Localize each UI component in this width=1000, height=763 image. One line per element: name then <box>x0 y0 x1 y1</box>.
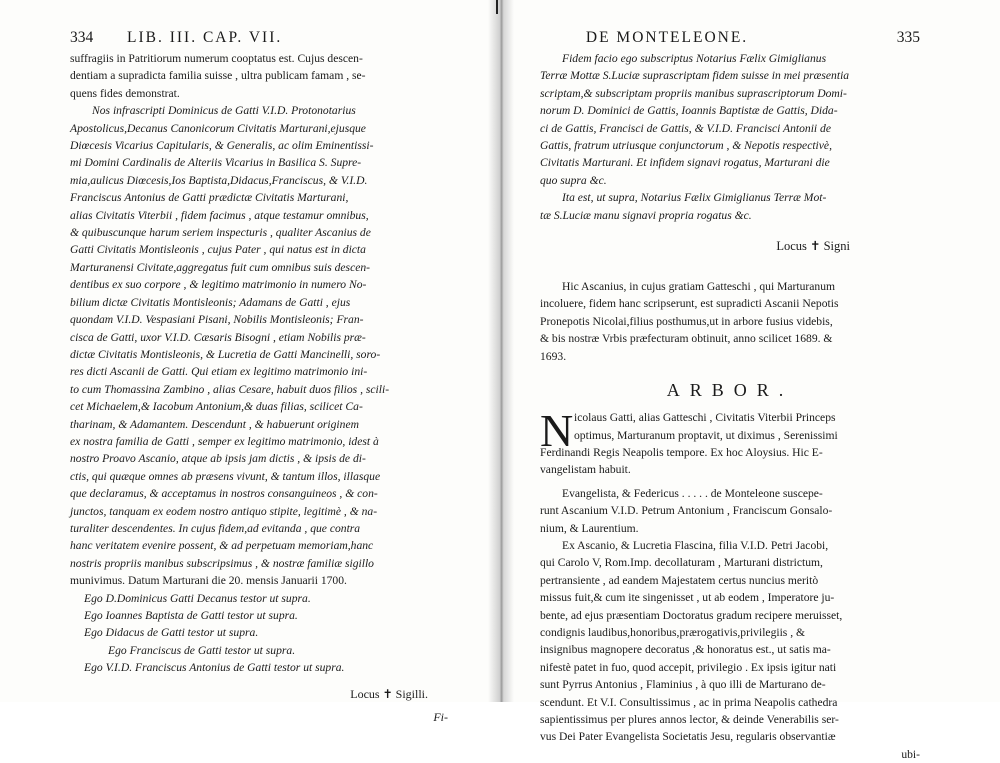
section-heading: ARBOR. <box>666 380 794 401</box>
left-page-number: 334 <box>70 29 94 46</box>
text-line: mi Domini Cardinalis de Alteriis Vicarius in Basilica S. Supre- <box>70 156 362 170</box>
signature-line: Ego Didacus de Gatti testor ut supra. <box>84 626 259 640</box>
text-line: munivimus. Datum Marturani die 20. mensis Januarii 1700. <box>70 574 347 588</box>
text-line: nostro Proavo Ascanio, atque ab ipsis jam dictis , & ipsis de di- <box>70 452 366 466</box>
signature-line: Ego Franciscus de Gatti testor ut supra. <box>108 643 296 657</box>
text-line: dictæ Civitatis Montisleonis, & Lucretia de Gatti Mancinelli, soro- <box>70 347 381 361</box>
text-line: sunt Pyrrus Antonius , Flaminius , à quo illi de Marturano de- <box>540 678 826 692</box>
notary-attestation <box>540 50 920 224</box>
text-line: Ex Ascanio, & Lucretia Flascina, filia V.I.D. Petri Jacobi, <box>562 538 829 552</box>
text-line: dentibus ex suo corpore , & legitimo matrimonio in numero No- <box>70 278 367 292</box>
text-line: optimus, Marturanum proptavit, ut diximus , Serenissimi <box>574 428 838 442</box>
text-line: norum D. Dominici de Gattis, Ioannis Baptistæ de Gattis, Dida- <box>540 104 838 118</box>
text-line: Ita est, ut supra, Notarius Fælix Gimiglianus Terræ Mot- <box>562 191 827 205</box>
text-line: sapientissimus per plures annos lector, & deinde Venerabilis ser- <box>540 713 839 726</box>
text-line: qui Carolo V, Rom.Imp. decollaturam , Marturani districtum, <box>540 556 823 570</box>
text-line: Hic Ascanius, in cujus gratiam Gatteschi , qui Marturanum <box>562 280 836 294</box>
text-line: ctis, qui quæque omnes ab præsens vivunt, & tantum illos, illasque <box>70 469 381 483</box>
text-line: Pronepotis Nicolai,filius posthumus,ut in arbore fusius videbis, <box>540 314 833 328</box>
evangelista-paragraph <box>540 485 920 537</box>
text-line: scriptam,& subscriptam propriis manibus suprascriptorum Domi- <box>540 86 847 100</box>
left-seal-mark: Locus ✝ Sigilli. <box>350 686 428 701</box>
left-running-title: LIB. III. CAP. VII. <box>127 29 283 46</box>
hic-paragraph <box>540 278 920 365</box>
right-running-title: DE MONTELEONE. <box>585 29 749 46</box>
text-line: Terræ Mottæ S.Luciæ suprascriptam fidem suisse in mei præsentia <box>540 69 850 83</box>
text-line: hanc veritatem evenire possent, & ad perpetuam memoriam,hanc <box>70 539 374 553</box>
binding-mark <box>496 0 498 14</box>
text-line: vus Dei Pater Evangelista Societatis Jesu, regularis observantiæ <box>540 730 836 744</box>
text-line: cet Michaelem,& Iacobum Antonium,& duas filias, scilicet Ca- <box>70 400 363 414</box>
book-gutter <box>488 0 514 702</box>
text-line: 1693. <box>540 349 567 363</box>
signature-line: Ego D.Dominicus Gatti Decanus testor ut supra. <box>84 591 311 605</box>
text-line: nifestè patet in fuo, quod accepit, privilegio . Ex ipsis igitur nati <box>540 660 837 674</box>
text-line: quo supra &c. <box>540 173 607 187</box>
ascanio-paragraph <box>540 537 920 763</box>
text-line: to cum Thomassina Zambino , alias Cesare, habuit duos filios , scili- <box>70 382 390 396</box>
text-line: dentiam a supradicta familia suisse , ultra publicam famam , se- <box>70 69 366 83</box>
text-line: bilium dictæ Civitatis Montisleonis; Adamans de Gatti , ejus <box>70 295 351 309</box>
text-line: bente, ad ejus præsentiam Doctoratus gradum recipere meruisset, <box>540 608 843 622</box>
text-line: Fidem facio ego subscriptus Notarius Fælix Gimiglianus <box>562 52 827 65</box>
text-line: Apostolicus,Decanus Canonicorum Civitatis Marturani,ejusque <box>70 121 366 135</box>
text-line: turaliter descendentes. In cujus fidem,ad evitanda , que contra <box>70 521 361 535</box>
text-line: alias Civitatis Viterbii , fidem facimus , atque testamur omnibus, <box>70 208 369 222</box>
left-running-head <box>70 28 470 50</box>
text-line: missus fuit,& cum ite singenisset , ut ab eodem , Imperatore ju- <box>540 591 835 605</box>
text-line: Ferdinandi Regis Neapolis tempore. Ex hoc Aloysius. Hic E- <box>540 445 823 459</box>
text-line: res dicti Ascanii de Gatti. Qui etiam ex legitimo matrimonio ini- <box>70 365 368 379</box>
text-line: Gattis, fratrum utriusque conjunctorum , & Nepotis respectivè, <box>540 139 832 153</box>
text-line: scendunt. Et V.I. Consultissimus , ac in prima Neapolis cathedra <box>540 695 838 709</box>
text-line: Nos infrascripti Dominicus de Gatti V.I.D. Protonotarius <box>92 104 356 118</box>
right-running-head <box>540 28 920 50</box>
text-line: pertransiente , ad eandem Majestatem certus nuncius meritò <box>540 573 819 587</box>
right-catchword: ubi- <box>901 747 920 761</box>
right-page <box>540 28 920 761</box>
right-seal-mark: Locus ✝ Signi <box>776 239 850 254</box>
drop-cap: N <box>540 405 574 457</box>
text-line: ex nostra familia de Gatti , semper ex legitimo matrimonio, idest à <box>70 434 379 448</box>
signature-line: Ego V.I.D. Franciscus Antonius de Gatti testor ut supra. <box>84 661 345 675</box>
text-line: quondam V.I.D. Vespasiani Pisani, Nobilis Montisleonis; Fran- <box>70 313 364 327</box>
text-line: condignis laudibus,honoribus,prærogativis,privilegiis , & <box>540 625 806 639</box>
text-line: insignibus magnopere decoratus ,& honoratus est., ut satis ma- <box>540 643 831 657</box>
text-line: ci de Gattis, Francisci de Gattis, & V.I.D. Francisci Antonii de <box>540 121 831 135</box>
text-line: runt Ascanium V.I.D. Petrum Antonium , Franciscum Gonsalo- <box>540 504 833 518</box>
text-line: Diœcesis Vicarius Capitularis, & Generalis, ac olim Eminentissi- <box>70 139 374 153</box>
text-line: cisca de Gatti, uxor V.I.D. Cæsaris Bisogni , etiam Nobilis præ- <box>70 330 366 344</box>
text-line: incoluere, fidem hanc scripserunt, est supradicti Ascanii Nepotis <box>540 297 839 311</box>
text-line: quens fides demonstrat. <box>70 86 180 100</box>
text-line: tæ S.Luciæ manu signavi propria rogatus &c. <box>540 208 752 222</box>
text-line: Evangelista, & Federicus . . . . . de Monteleone suscepe- <box>562 486 823 500</box>
text-line: junctos, tanquam ex eodem nostro antiquo stipite, legitimè , & na- <box>70 504 378 518</box>
text-line: & bis nostræ Vrbis præfecturam obtinuit, anno scilicet 1689. & <box>540 332 833 346</box>
text-line: vangelistam habuit. <box>540 463 631 477</box>
text-line: icolaus Gatti, alias Gatteschi , Civitatis Viterbii Princeps <box>574 411 836 425</box>
text-line: suffragiis in Patritiorum numerum cooptatus est. Cujus descen- <box>70 52 363 65</box>
text-line: que declaramus, & acceptamus in nostros consanguineos , & con- <box>70 487 378 501</box>
text-line: Franciscus Antonius de Gatti prædictæ Civitatis Marturani, <box>70 191 349 205</box>
right-page-number: 335 <box>896 29 920 46</box>
text-line: Gatti Civitatis Montisleonis , cujus Pater , qui natus est in dicta <box>70 243 366 257</box>
text-line: nostris propriis manibus subscripsimus , & nostræ familiæ sigillo <box>70 556 374 570</box>
text-line: mia,aulicus Diœcesis,Ios Baptista,Didacus,Franciscus, & V.I.D. <box>70 173 368 187</box>
signature-line: Ego Ioannes Baptista de Gatti testor ut supra. <box>84 609 298 622</box>
arbor-paragraph <box>540 405 920 479</box>
left-body-text <box>70 50 470 677</box>
left-page <box>70 28 470 724</box>
text-line: & quibuscunque harum seriem inspecturis , qualiter Ascanius de <box>70 226 371 240</box>
text-line: nium, & Laurentium. <box>540 521 639 535</box>
left-catchword: Fi- <box>433 709 448 724</box>
text-line: tharinam, & Adamantem. Descendunt , & habuerunt originem <box>70 417 359 431</box>
text-line: Civitatis Marturani. Et infidem signavi rogatus, Marturani die <box>540 156 830 170</box>
text-line: Marturanensi Civitate,aggregatus fuit cum omnibus suis descen- <box>70 260 371 274</box>
